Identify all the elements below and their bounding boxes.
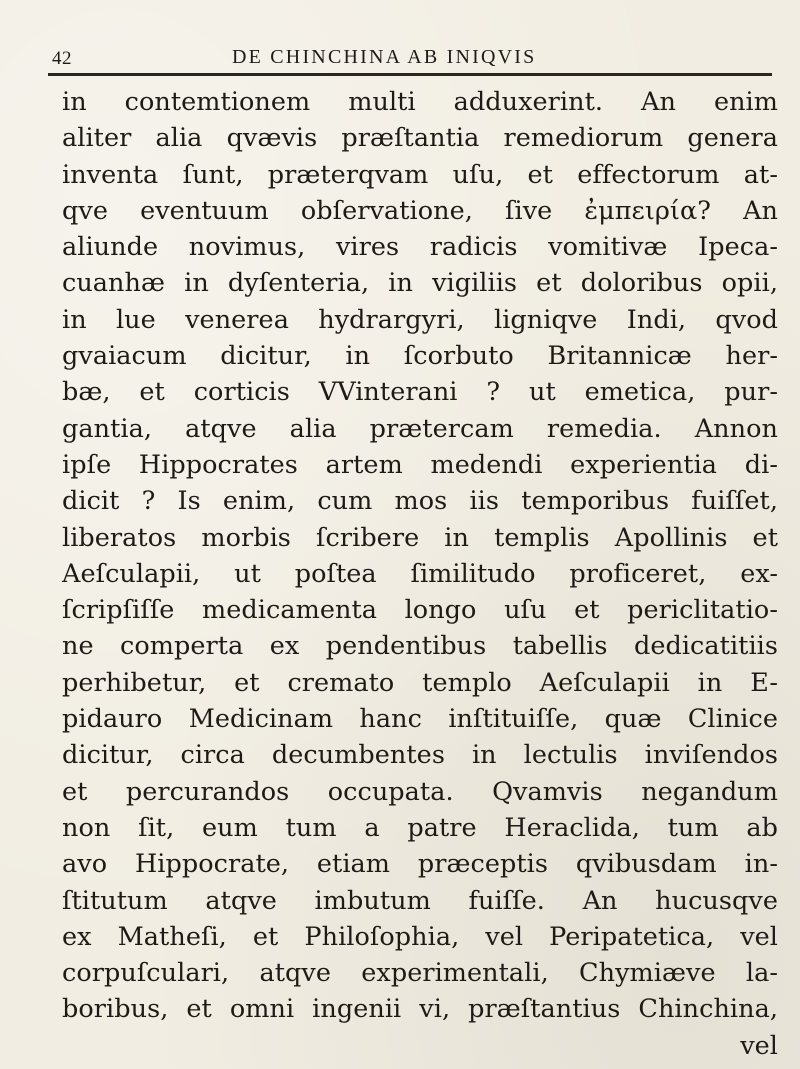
- page-number: 42: [52, 48, 72, 69]
- text-line-19: dicitur, circa decumbentes in lectulis inviſendos: [62, 740, 778, 771]
- text-line-24: ex Matheſi, et Philoſophia, vel Peripatetica, vel: [62, 921, 778, 952]
- text-line-15: ſcripſiſſe medicamenta longo uſu et periclitatio-: [62, 595, 778, 626]
- text-line-3: inventa ſunt, præterqvam uſu, et effectorum at-: [62, 159, 778, 190]
- text-line-25: corpuſculari, atqve experimentali, Chymiæve la-: [62, 958, 778, 989]
- text-line-20: et percurandos occupata. Qvamvis negandum: [62, 776, 778, 807]
- page-header: [0, 40, 800, 76]
- text-line-13: liberatos morbis ſcribere in templis Apollinis et: [62, 522, 778, 553]
- text-line-23: ſtitutum atqve imbutum fuiſſe. An hucusqve: [62, 885, 778, 916]
- text-line-18: pidauro Medicinam hanc inſtituiſſe, quæ Clinice: [62, 704, 778, 735]
- text-line-4: qve eventuum obſervatione, ſive ἐμπειρία? An: [62, 195, 778, 226]
- text-line-8: gvaiacum dicitur, in ſcorbuto Britannicæ her-: [62, 341, 778, 372]
- body-text: [62, 84, 778, 1064]
- text-line-2: aliter alia qvævis præſtantia remediorum genera: [62, 123, 778, 154]
- text-line-14: Aeſculapii, ut poſtea ſimilitudo proficeret, ex-: [62, 558, 778, 589]
- catchword: vel: [740, 1030, 778, 1061]
- text-line-10: gantia, atqve alia prætercam remedia. Annon: [62, 413, 778, 444]
- header-rule: [48, 73, 772, 76]
- text-line-7: in lue venerea hydrargyri, ligniqve Indi, qvod: [62, 304, 778, 335]
- text-line-1: in contemtionem multi adduxerint. An enim: [62, 87, 778, 117]
- text-line-6: cuanhæ in dyſenteria, in vigiliis et doloribus opii,: [62, 268, 778, 299]
- text-line-11: ipſe Hippocrates artem medendi experientia di-: [62, 449, 778, 480]
- text-line-16: ne comperta ex pendentibus tabellis dedicatitiis: [62, 631, 778, 662]
- running-head: DE CHINCHINA AB INIQVIS: [232, 46, 537, 68]
- text-line-26: boribus, et omni ingenii vi, præſtantius Chinchina,: [62, 994, 778, 1025]
- text-line-12: dicit ? Is enim, cum mos iis temporibus fuiſſet,: [62, 486, 778, 517]
- text-line-5: aliunde novimus, vires radicis vomitivæ Ipeca-: [62, 232, 778, 263]
- text-line-17: perhibetur, et cremato templo Aeſculapii in E-: [62, 667, 778, 698]
- text-line-21: non ſit, eum tum a patre Heraclida, tum ab: [62, 812, 778, 843]
- text-line-22: avo Hippocrate, etiam præceptis qvibusdam in-: [62, 849, 778, 880]
- text-line-9: bæ, et corticis VVinterani ? ut emetica, pur-: [62, 377, 778, 408]
